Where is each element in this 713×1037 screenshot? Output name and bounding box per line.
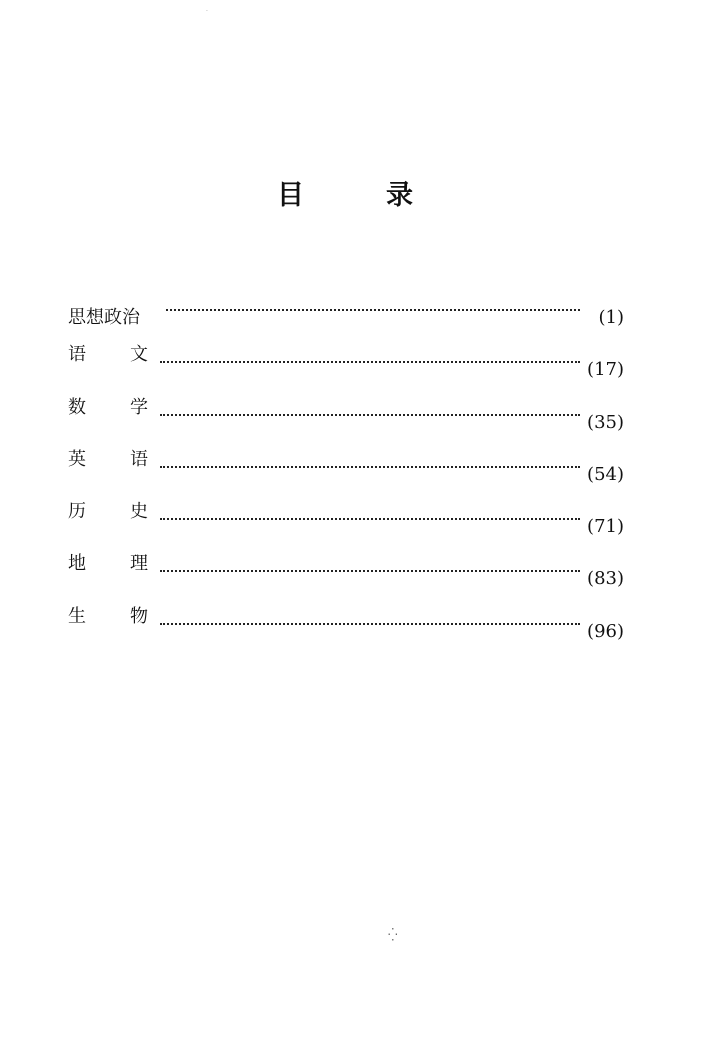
toc-page-number: (96) bbox=[587, 620, 624, 642]
toc-entry-chinese[interactable] bbox=[68, 335, 624, 387]
toc-entry-english[interactable] bbox=[68, 440, 624, 492]
toc-label-char: 学 bbox=[130, 396, 148, 418]
toc-label-char: 史 bbox=[130, 501, 148, 523]
toc-entry-politics[interactable] bbox=[68, 283, 624, 335]
toc-entry-label bbox=[68, 544, 150, 584]
toc-label-char: 理 bbox=[130, 553, 148, 575]
dot-leader bbox=[166, 283, 580, 323]
toc-page-number: (83) bbox=[587, 568, 624, 590]
dot-leader bbox=[160, 388, 580, 428]
scan-speck: · bbox=[206, 8, 208, 15]
toc-page-number: (54) bbox=[587, 463, 624, 485]
toc-label-char: 文 bbox=[130, 344, 148, 366]
toc-label-char: 语 bbox=[130, 448, 148, 470]
toc-label-char: 生 bbox=[68, 605, 86, 627]
toc-label-char: 语 bbox=[68, 344, 86, 366]
toc-entry-geography[interactable] bbox=[68, 544, 624, 596]
dot-leader bbox=[160, 492, 580, 532]
toc-entry-math[interactable] bbox=[68, 388, 624, 440]
dot-leader bbox=[160, 335, 580, 375]
toc-entry-biology[interactable] bbox=[68, 597, 624, 649]
toc-page-number: (1) bbox=[598, 307, 624, 328]
toc-page-number: (35) bbox=[587, 411, 624, 433]
toc-label-char: 数 bbox=[68, 396, 86, 418]
table-of-contents bbox=[68, 283, 624, 649]
dot-leader bbox=[160, 544, 580, 584]
toc-entry-label bbox=[68, 492, 150, 532]
toc-label-char: 历 bbox=[68, 501, 86, 523]
page-title bbox=[0, 176, 713, 216]
toc-page-number: (17) bbox=[587, 359, 624, 381]
toc-entry-label bbox=[68, 597, 150, 637]
toc-label-char: 英 bbox=[68, 448, 86, 470]
toc-label-char: 物 bbox=[130, 605, 148, 627]
toc-entry-label bbox=[68, 335, 150, 375]
toc-entry-label bbox=[68, 388, 150, 428]
title-char-2: 录 bbox=[386, 180, 413, 211]
title-char-1: 目 bbox=[277, 180, 304, 211]
toc-entry-label bbox=[68, 440, 150, 480]
dot-leader bbox=[160, 440, 580, 480]
toc-page-number: (71) bbox=[587, 516, 624, 538]
dot-leader bbox=[160, 597, 580, 637]
toc-label-char: 地 bbox=[68, 553, 86, 575]
scan-speck: ⁛ bbox=[388, 928, 398, 942]
toc-entry-history[interactable] bbox=[68, 492, 624, 544]
toc-entry-label: 思想政治 bbox=[68, 307, 140, 328]
